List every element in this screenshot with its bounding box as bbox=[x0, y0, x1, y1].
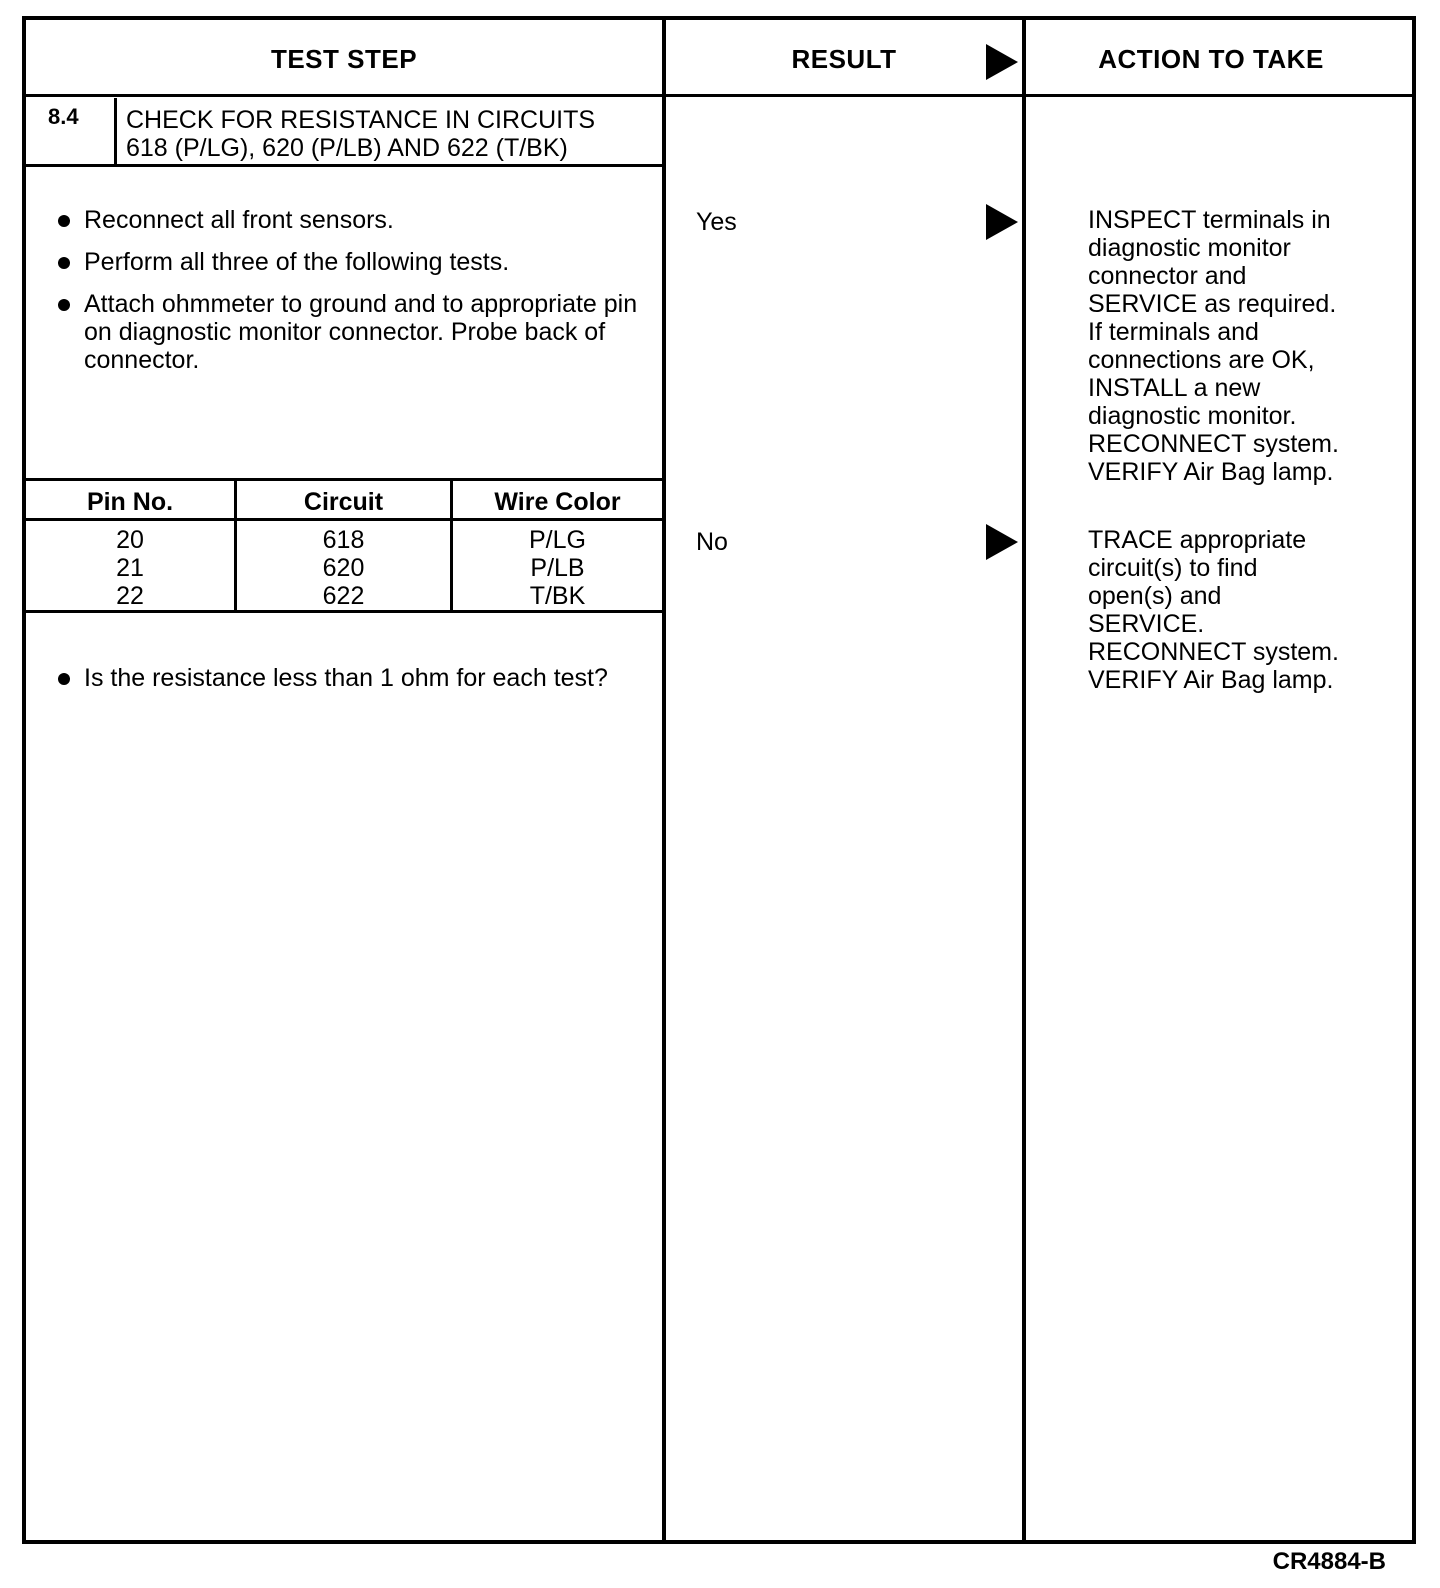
step-number-divider bbox=[114, 98, 117, 166]
pin-table-header-wire-color: Wire Color bbox=[494, 487, 621, 516]
header-test-step: TEST STEP bbox=[270, 43, 418, 74]
table-cell: 20 bbox=[116, 526, 144, 554]
pin-table-bottom-border bbox=[26, 610, 664, 613]
table-cell: 618 bbox=[322, 526, 365, 554]
instruction-item: Attach ohmmeter to ground and to appropriate pin on diagnostic monitor connector. Probe back of connector. bbox=[54, 290, 664, 374]
pin-table-column-pin bbox=[26, 526, 234, 610]
question-item: Is the resistance less than 1 ohm for each test? bbox=[54, 664, 664, 692]
action-line: open(s) and bbox=[1088, 582, 1222, 610]
step-number: 8.4 bbox=[48, 104, 79, 129]
step-title bbox=[126, 106, 676, 162]
action-line: circuit(s) to find bbox=[1088, 554, 1258, 582]
table-cell: 620 bbox=[322, 554, 365, 582]
instruction-item: Reconnect all front sensors. bbox=[54, 206, 664, 234]
step-title-line-1: CHECK FOR RESISTANCE IN CIRCUITS bbox=[126, 106, 596, 134]
pin-table-column-circuit bbox=[237, 526, 450, 610]
step-title-divider bbox=[26, 164, 664, 167]
action-line: RECONNECT system. bbox=[1088, 638, 1339, 666]
action-line: SERVICE. bbox=[1088, 610, 1205, 638]
instruction-list bbox=[54, 206, 664, 388]
action-line: RECONNECT system. bbox=[1088, 430, 1339, 458]
action-line: INSPECT terminals in bbox=[1088, 206, 1331, 234]
pin-table-header-pin: Pin No. bbox=[86, 487, 174, 516]
action-line: TRACE appropriate bbox=[1088, 526, 1307, 554]
result-no: No bbox=[696, 528, 728, 556]
header-result: RESULT bbox=[791, 43, 897, 74]
action-line: connector and bbox=[1088, 262, 1247, 290]
column-divider-2 bbox=[1022, 20, 1026, 1540]
action-line: diagnostic monitor. bbox=[1088, 402, 1297, 430]
instruction-item: Perform all three of the following tests. bbox=[54, 248, 664, 276]
result-yes: Yes bbox=[696, 208, 737, 236]
table-cell: 21 bbox=[116, 554, 144, 582]
table-cell: 22 bbox=[116, 582, 144, 610]
yes-arrow-icon bbox=[986, 204, 1018, 240]
action-line: VERIFY Air Bag lamp. bbox=[1088, 458, 1334, 486]
action-line: connections are OK, bbox=[1088, 346, 1315, 374]
step-title-line-2: 618 (P/LG), 620 (P/LB) AND 622 (T/BK) bbox=[126, 134, 568, 162]
pin-table-column-wire-color bbox=[453, 526, 662, 610]
table-cell: T/BK bbox=[529, 582, 586, 610]
header-arrow-icon bbox=[986, 44, 1018, 80]
action-line: VERIFY Air Bag lamp. bbox=[1088, 666, 1334, 694]
header-action: ACTION TO TAKE bbox=[1098, 43, 1324, 74]
test-step-table bbox=[22, 16, 1416, 1544]
question-list bbox=[54, 664, 664, 706]
pin-table-header-circuit: Circuit bbox=[303, 487, 384, 516]
action-line: SERVICE as required. bbox=[1088, 290, 1337, 318]
no-arrow-icon bbox=[986, 524, 1018, 560]
no-action bbox=[1088, 526, 1388, 694]
action-line: diagnostic monitor bbox=[1088, 234, 1291, 262]
table-cell: P/LB bbox=[530, 554, 585, 582]
pin-table-top-border bbox=[26, 478, 664, 481]
figure-code: CR4884-B bbox=[1272, 1548, 1386, 1575]
table-cell: 622 bbox=[322, 582, 365, 610]
action-line: INSTALL a new bbox=[1088, 374, 1261, 402]
action-line: If terminals and bbox=[1088, 318, 1259, 346]
table-cell: P/LG bbox=[529, 526, 586, 554]
yes-action bbox=[1088, 206, 1388, 486]
